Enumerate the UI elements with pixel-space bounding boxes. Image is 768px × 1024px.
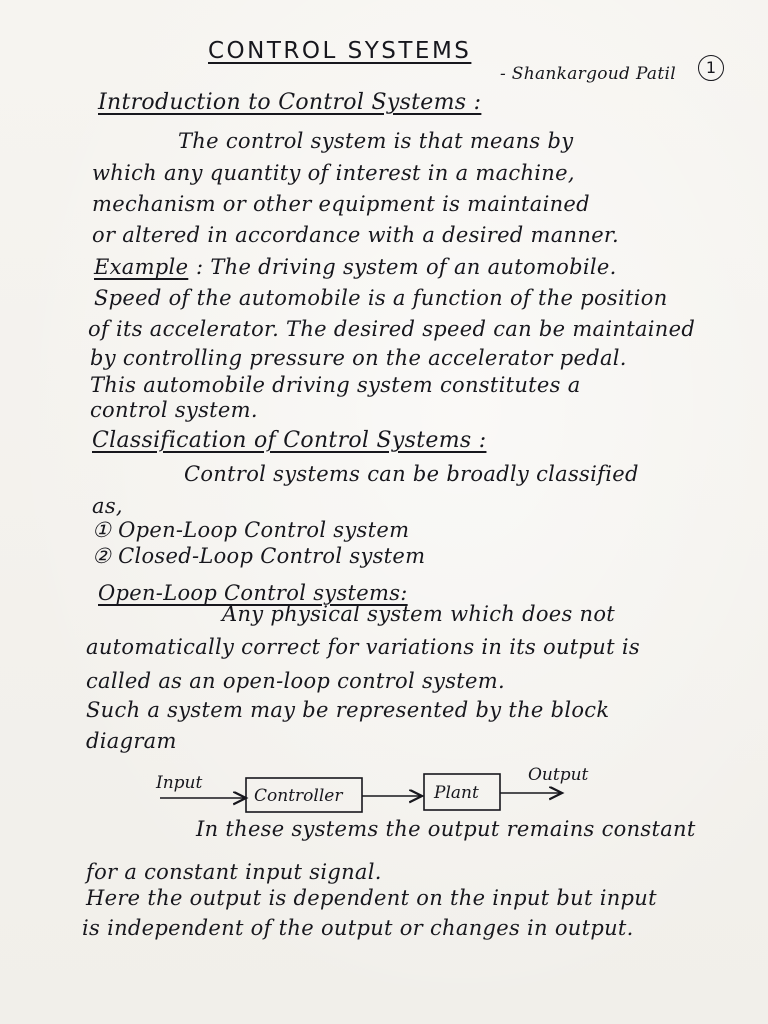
classification-heading: Classification of Control Systems : <box>92 428 487 453</box>
intro-heading: Introduction to Control Systems : <box>98 90 482 115</box>
intro-line: which any quantity of interest in a machine, <box>92 161 575 185</box>
example-line: : The driving system of an automobile. <box>196 255 617 279</box>
author-name: - Shankargoud Patil <box>500 64 676 84</box>
example-line: of its accelerator. The desired speed can be maintained <box>88 317 696 341</box>
example-line: control system. <box>90 398 258 422</box>
intro-line: mechanism or other equipment is maintained <box>92 192 590 216</box>
intro-line: or altered in accordance with a desired manner. <box>92 223 619 247</box>
classification-item: ① Open-Loop Control system <box>92 518 410 542</box>
open-loop-line: Any physical system which does not <box>222 602 616 626</box>
example-label: Example <box>94 255 189 279</box>
controller-label: Controller <box>254 786 343 806</box>
open-loop-line: automatically correct for variations in its output is <box>86 635 640 659</box>
classification-line: Control systems can be broadly classified <box>184 462 639 486</box>
open-loop-line: called as an open-loop control system. <box>86 669 505 693</box>
classification-line: as, <box>92 494 123 518</box>
closing-line: is independent of the output or changes in output. <box>82 916 634 940</box>
output-label: Output <box>528 765 589 785</box>
page-number: 1 <box>698 55 724 81</box>
plant-label: Plant <box>434 783 479 803</box>
closing-line: for a constant input signal. <box>86 860 382 884</box>
input-label: Input <box>156 773 203 793</box>
example-line: by controlling pressure on the accelerator pedal. <box>90 346 627 370</box>
open-loop-line: Such a system may be represented by the block <box>86 698 610 722</box>
classification-item: ② Closed-Loop Control system <box>92 544 426 568</box>
example-line: This automobile driving system constitutes a <box>90 373 581 397</box>
closing-line: Here the output is dependent on the input but input <box>86 886 657 910</box>
intro-line: The control system is that means by <box>178 129 574 153</box>
open-loop-line: diagram <box>86 729 177 753</box>
example-line: Speed of the automobile is a function of the position <box>94 286 668 310</box>
page-title: CONTROL SYSTEMS <box>208 38 472 64</box>
block-diagram <box>150 760 620 820</box>
open-loop-heading: Open-Loop Control systems: <box>98 581 408 605</box>
closing-line: In these systems the output remains constant <box>196 817 696 841</box>
